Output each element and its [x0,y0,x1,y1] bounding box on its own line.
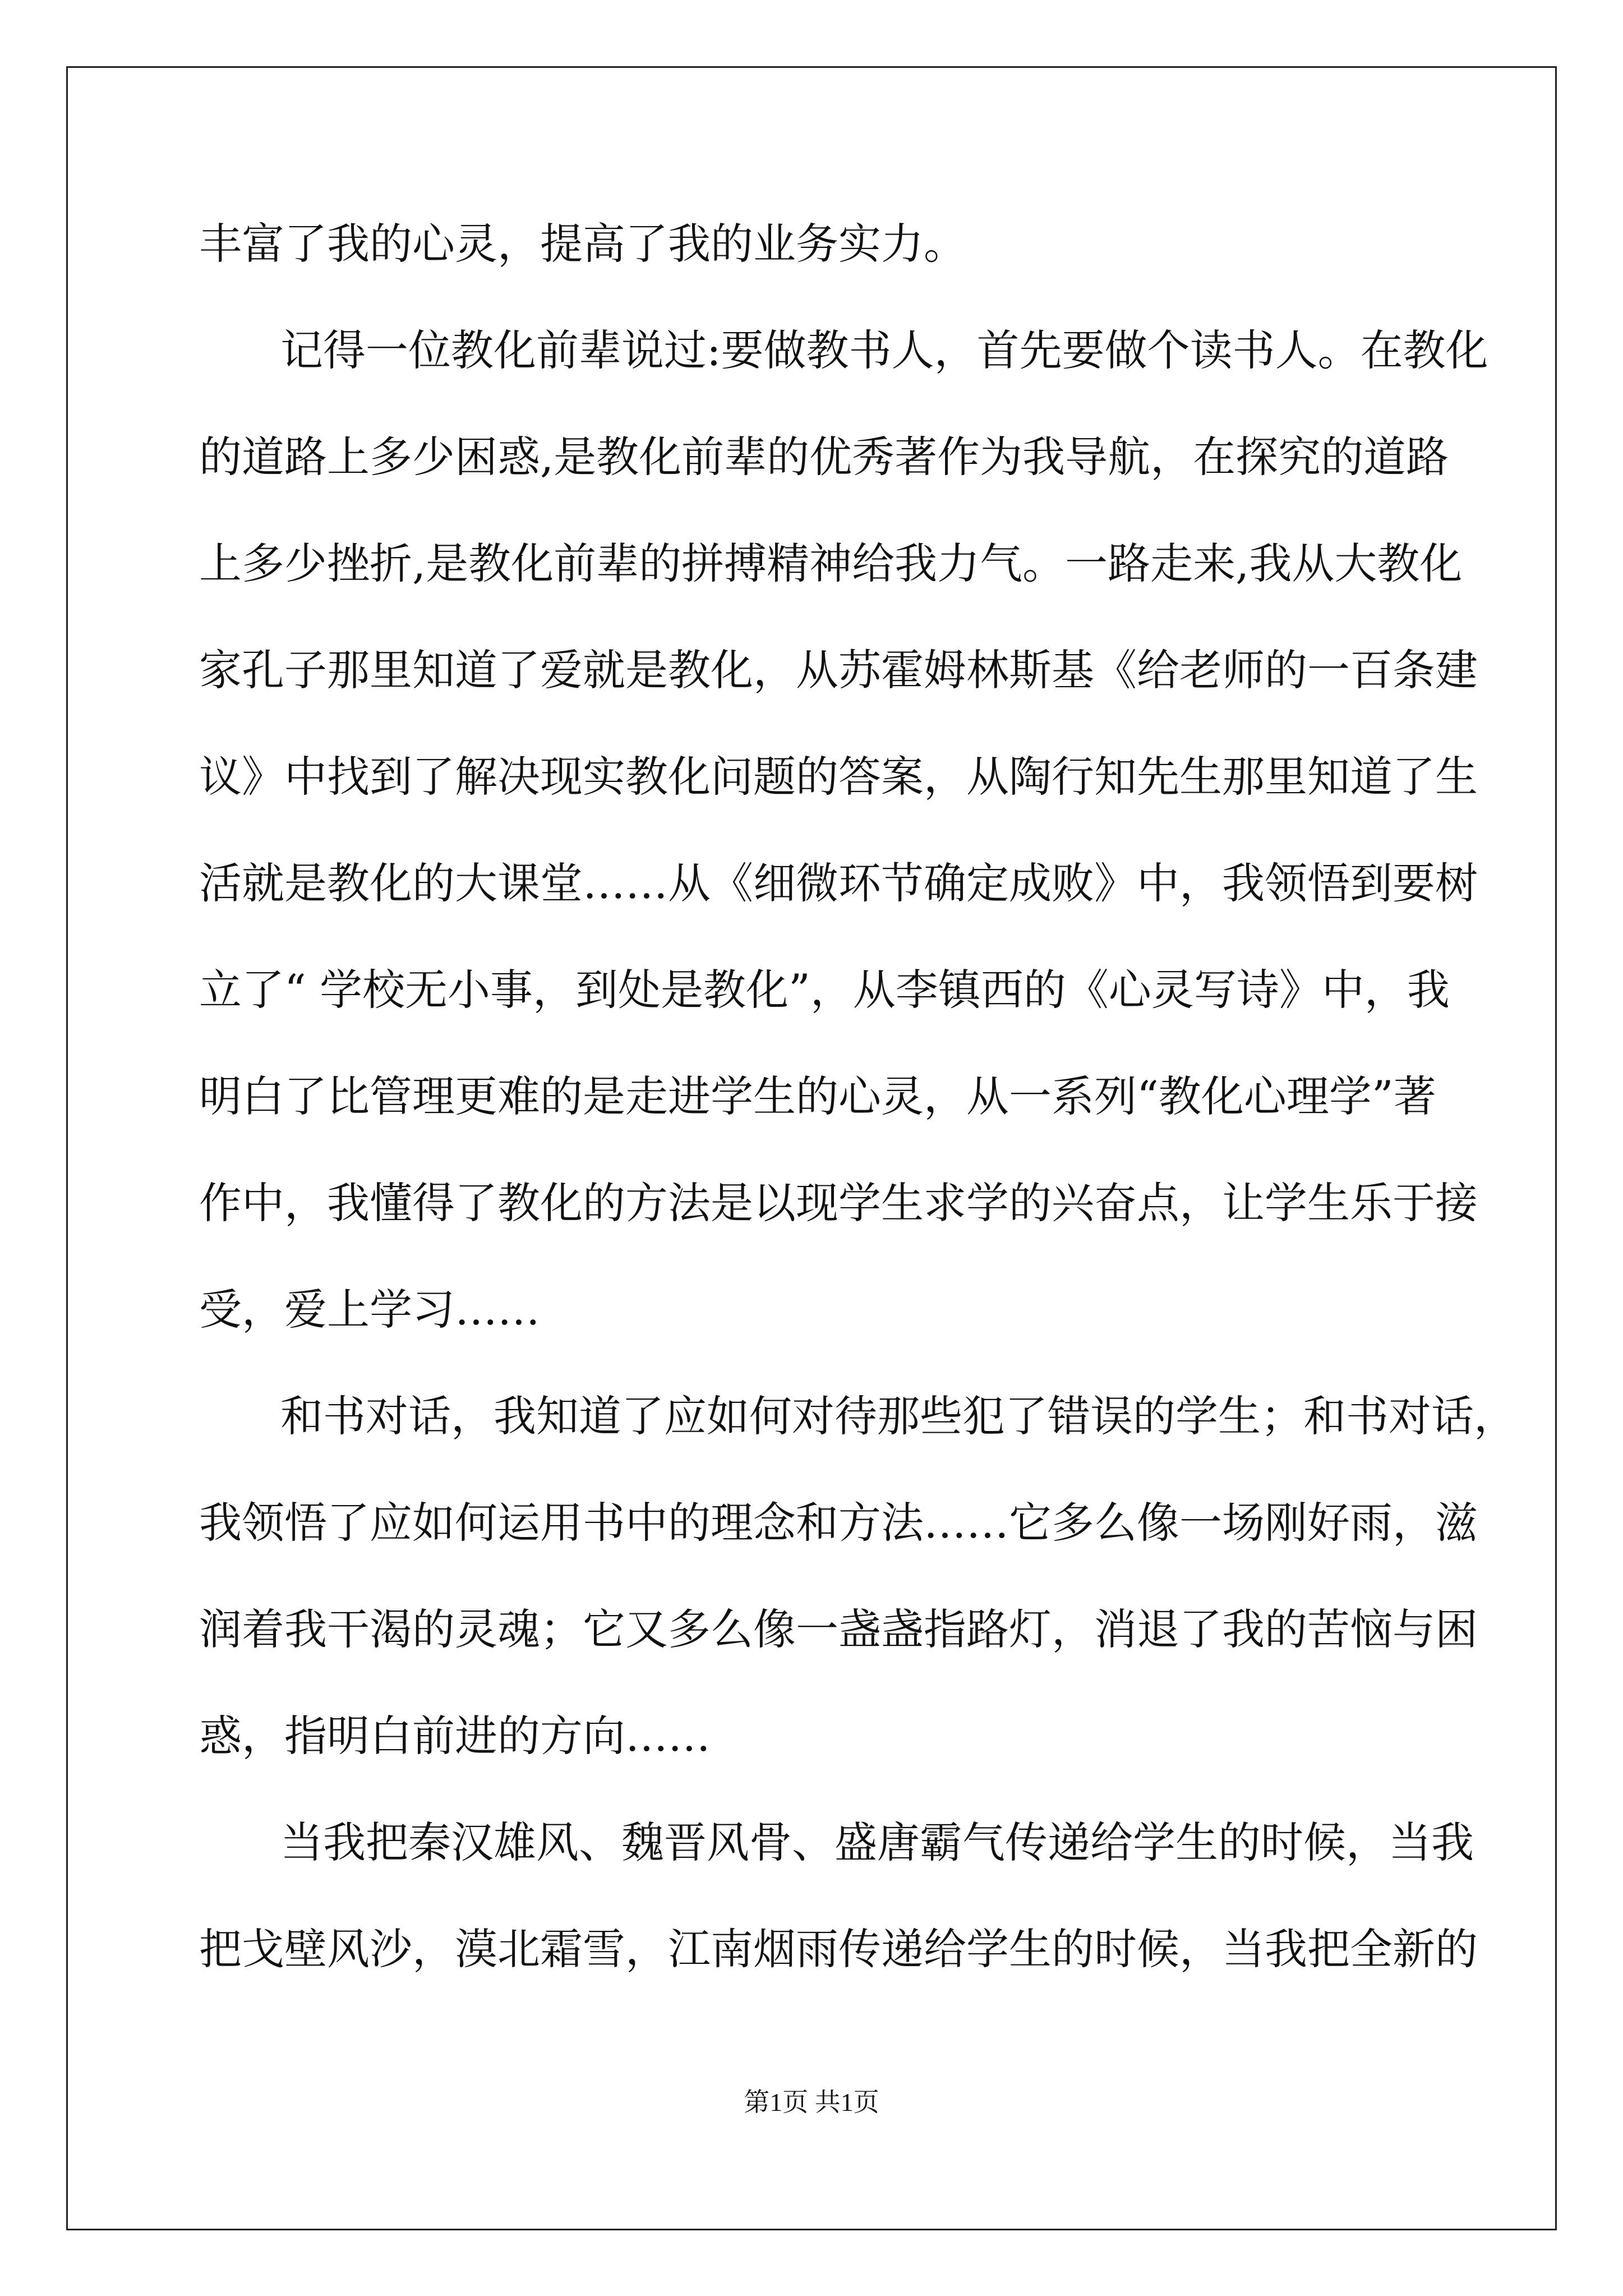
text-line: 立了“ 学校无小事，到处是教化”，从李镇西的《心灵写诗》中，我 [199,965,1450,1015]
page-border [66,66,1557,2230]
text-line: 上多少挫折,是教化前辈的拼搏精神给我力气。一路走来,我从大教化 [199,539,1463,588]
text-line: 惑，指明白前进的方向…… [199,1711,711,1761]
text-line: 当我把秦汉雄风、魏晋风骨、盛唐霸气传递给学生的时候，当我 [280,1818,1474,1867]
text-line: 明白了比管理更难的是走进学生的心灵，从一系列“教化心理学”著 [199,1071,1436,1121]
text-line: 作中，我懂得了教化的方法是以现学生求学的兴奋点，让学生乐于接 [199,1178,1478,1228]
text-line: 丰富了我的心灵，提高了我的业务实力。 [199,219,966,269]
page-number-footer: 第1页 共1页 [744,2088,879,2116]
text-line: 家孔子那里知道了爱就是教化，从苏霍姆林斯基《给老师的一百条建 [199,645,1478,695]
text-line: 的道路上多少困惑,是教化前辈的优秀著作为我导航，在探究的道路 [199,432,1449,482]
text-line: 润着我干渴的灵魂；它又多么像一盏盏指路灯，消退了我的苦恼与困 [199,1604,1478,1654]
text-line: 我领悟了应如何运用书中的理念和方法……它多么像一场刚好雨，滋 [199,1498,1478,1548]
text-line: 活就是教化的大课堂……从《细微环节确定成败》中，我领悟到要树 [199,858,1478,908]
text-line: 把戈壁风沙，漠北霜雪，江南烟雨传递给学生的时候，当我把全新的 [199,1924,1478,1974]
text-line: 记得一位教化前辈说过:要做教书人，首先要做个读书人。在教化 [280,325,1488,375]
text-line: 和书对话，我知道了应如何对待那些犯了错误的学生；和书对话， [280,1391,1516,1441]
text-line: 议》中找到了解决现实教化问题的答案，从陶行知先生那里知道了生 [199,752,1478,802]
text-line: 受，爱上学习…… [199,1285,540,1335]
